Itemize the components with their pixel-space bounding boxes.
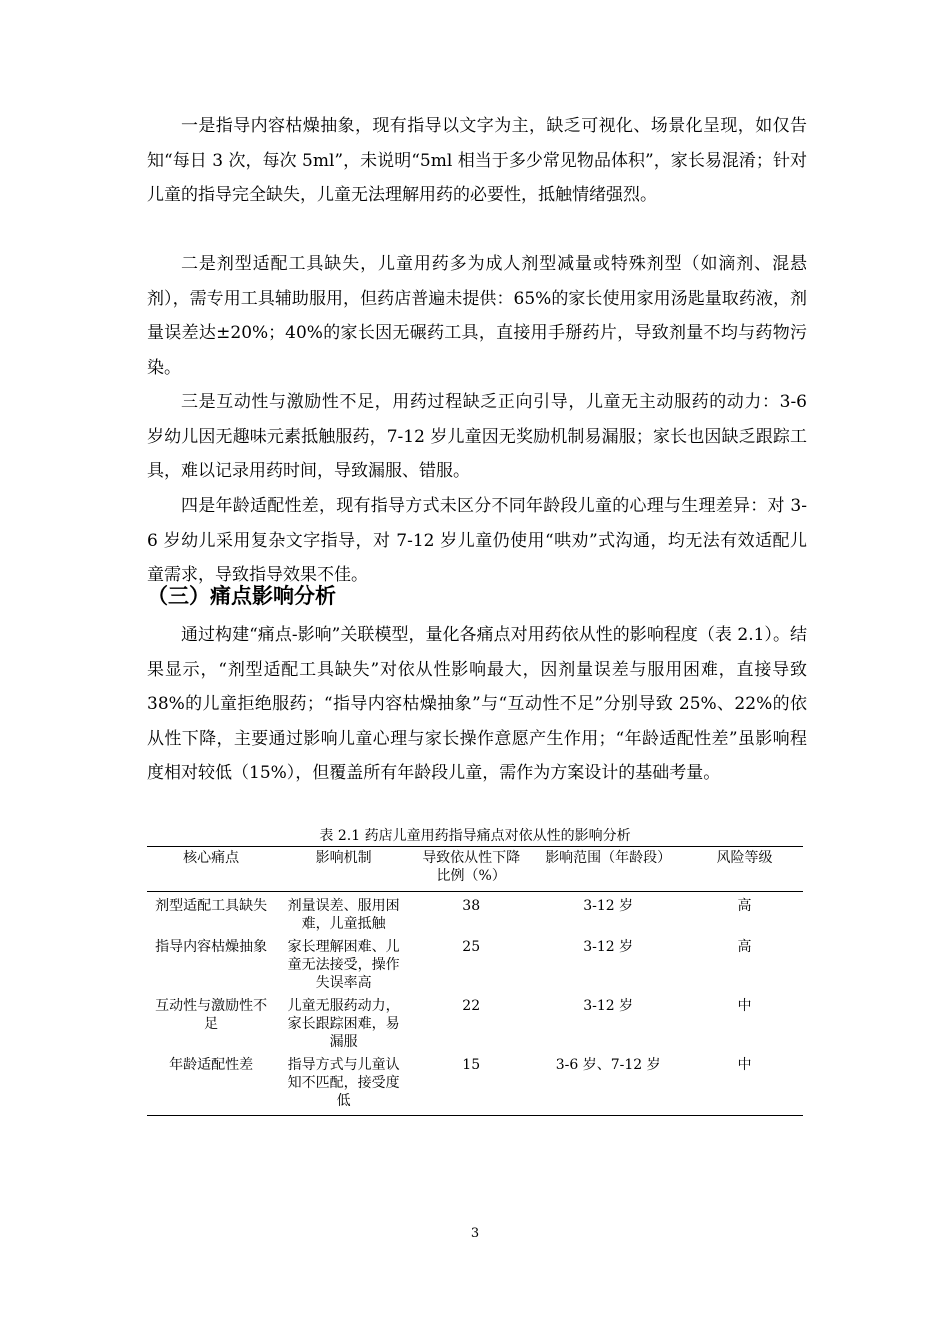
cell-risk-level: 中	[737, 1057, 752, 1073]
cell-age-range: 3-12 岁	[583, 998, 634, 1014]
cell-decline-ratio: 22	[462, 998, 481, 1014]
cell-mechanism: 剂量误差、服用困难，儿童抵触	[287, 898, 400, 932]
cell-decline-ratio: 38	[462, 898, 481, 914]
cell-decline-ratio: 15	[462, 1057, 481, 1073]
impact-analysis-table	[147, 846, 803, 1116]
cell-mechanism: 家长理解困难、儿童无法接受，操作失误率高	[287, 939, 400, 991]
cell-risk-level: 高	[737, 898, 752, 914]
table-row	[147, 938, 803, 997]
cell-age-range: 3-12 岁	[583, 939, 634, 955]
header-decline-ratio: 导致依从性下降比例（%）	[422, 850, 521, 884]
table-row	[147, 997, 803, 1056]
section-heading: （三）痛点影响分析	[147, 584, 336, 608]
paragraph-point-one: 一是指导内容枯燥抽象，现有指导以文字为主，缺乏可视化、场景化呈现，如仅告知“每日 3 次，每次 5ml”，未说明“5ml 相当于多少常见物品体积”，家长易混淆；针对儿童的指导完全缺失，儿童无法理解用药的必要性，抵触情绪强烈。	[147, 116, 807, 205]
table-caption: 表 2.1 药店儿童用药指导痛点对依从性的影响分析	[319, 828, 631, 844]
table-header-row	[147, 847, 803, 892]
cell-mechanism: 儿童无服药动力，家长跟踪困难，易漏服	[287, 998, 400, 1050]
paragraph-point-four: 四是年龄适配性差，现有指导方式未区分不同年龄段儿童的心理与生理差异：对 3-6 岁幼儿采用复杂文字指导，对 7-12 岁儿童仍使用“哄劝”式沟通，均无法有效适配儿童需求，导致指导效果不佳。	[147, 496, 807, 585]
cell-pain-point: 指导内容枯燥抽象	[155, 939, 268, 955]
header-mechanism: 影响机制	[315, 850, 372, 866]
cell-risk-level: 高	[737, 939, 752, 955]
header-risk-level: 风险等级	[716, 850, 773, 866]
cell-age-range: 3-12 岁	[583, 898, 634, 914]
paragraph-point-three: 三是互动性与激励性不足，用药过程缺乏正向引导，儿童无主动服药的动力：3-6 岁幼儿因无趣味元素抵触服药，7-12 岁儿童因无奖励机制易漏服；家长也因缺乏跟踪工具，难以记录用药时间，导致漏服、错服。	[147, 392, 807, 481]
paragraph-point-two: 二是剂型适配工具缺失，儿童用药多为成人剂型减量或特殊剂型（如滴剂、混悬剂），需专用工具辅助服用，但药店普遍未提供：65%的家长使用家用汤匙量取药液，剂量误差达±20%；40%的家长因无碾药工具，直接用手掰药片，导致剂量不均与药物污染。	[147, 254, 807, 378]
cell-pain-point: 年龄适配性差	[169, 1057, 254, 1073]
table-row	[147, 892, 803, 939]
table-row	[147, 1056, 803, 1116]
header-age-range: 影响范围（年龄段）	[545, 850, 672, 866]
header-core-pain-point: 核心痛点	[183, 850, 240, 866]
analysis-paragraph: 通过构建“痛点-影响”关联模型，量化各痛点对用药依从性的影响程度（表 2.1）。结果显示，“剂型适配工具缺失”对依从性影响最大，因剂量误差与服用困难，直接导致 38%的儿童拒绝服药；“指导内容枯燥抽象”与“互动性不足”分别导致 25%、22%的依从性下降，主要通过影响儿童心理与家长操作意愿产生作用；“年龄适配性差”虽影响程度相对较低（15%），但覆盖所有年龄段儿童，需作为方案设计的基础考量。	[147, 625, 807, 783]
cell-pain-point: 互动性与激励性不足	[155, 998, 268, 1032]
cell-pain-point: 剂型适配工具缺失	[155, 898, 268, 914]
cell-decline-ratio: 25	[462, 939, 481, 955]
cell-mechanism: 指导方式与儿童认知不匹配，接受度低	[287, 1057, 400, 1109]
page-number: 3	[470, 1226, 480, 1241]
cell-risk-level: 中	[737, 998, 752, 1014]
cell-age-range: 3-6 岁、7-12 岁	[555, 1057, 661, 1073]
